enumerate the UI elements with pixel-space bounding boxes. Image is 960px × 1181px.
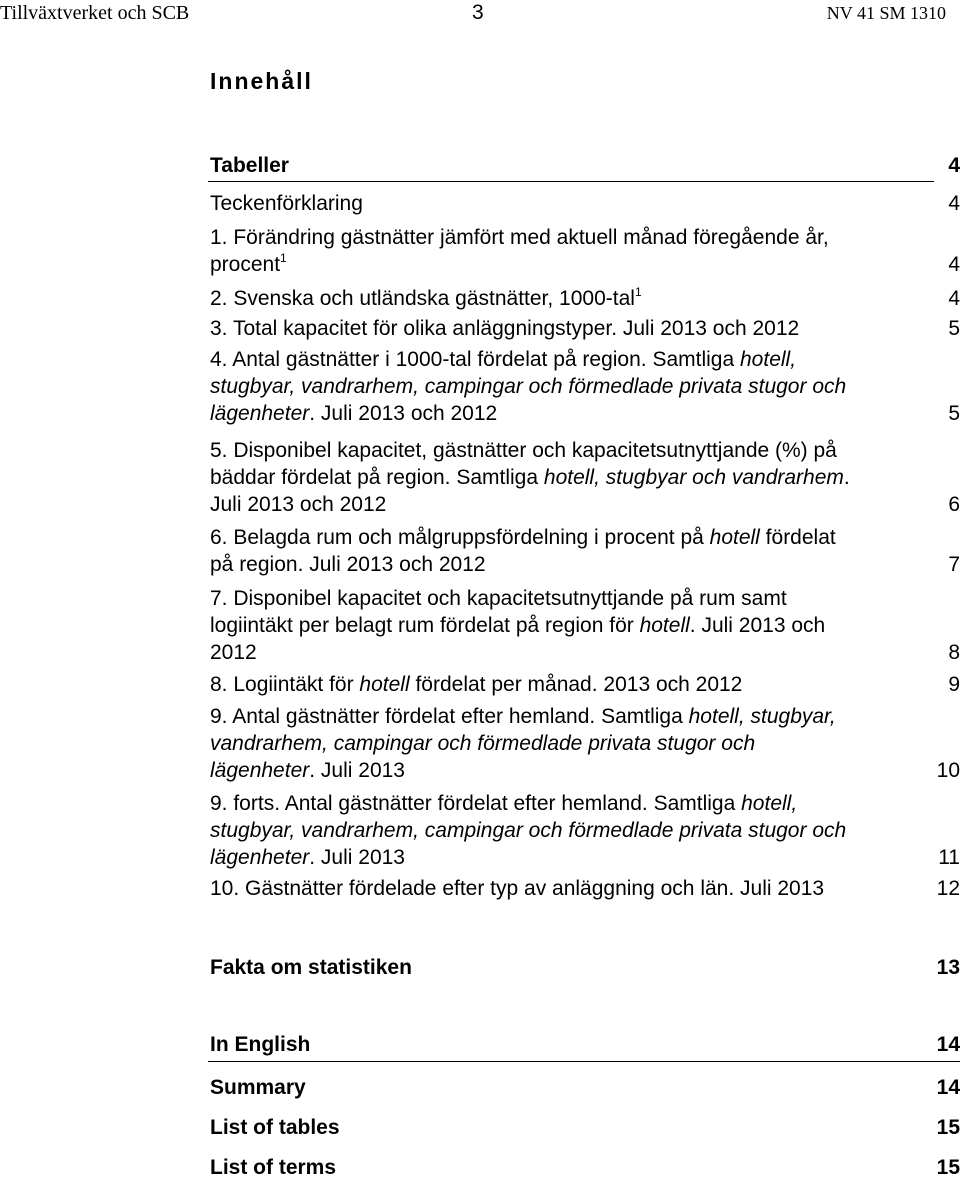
toc-page-list-of-tables: 15: [936, 1116, 960, 1139]
toc-entry-table-5[interactable]: 5. Disponibel kapacitet, gästnätter och kapacitetsutnyttjande (%) på bäddar fördelat på region. Samtliga hotell, stugbyar och vandrarhem. Juli 2013 och 2012: [210, 439, 850, 516]
toc-page: 7: [948, 553, 960, 576]
toc-page: 5: [948, 402, 960, 425]
toc-page-list-of-terms: 15: [936, 1156, 960, 1179]
toc-divider: [208, 1061, 960, 1062]
toc-page: 8: [948, 641, 960, 664]
page-title: Innehåll: [210, 68, 313, 94]
toc-page-fakta: 13: [936, 956, 960, 979]
toc-section-summary[interactable]: Summary: [210, 1076, 306, 1099]
toc-entry-table-8[interactable]: 8. Logiintäkt för hotell fördelat per månad. 2013 och 2012: [210, 673, 743, 696]
toc-page: 10: [936, 759, 960, 782]
toc-entry-table-1[interactable]: 1. Förändring gästnätter jämfört med aktuell månad föregående år, procent$^1$: [210, 226, 829, 276]
toc-entry-table-9-forts[interactable]: 9. forts. Antal gästnätter fördelat efter hemland. Samtliga hotell, stugbyar, vandrarhem, campingar och förmedlade privata stugor och lägenheter. Juli 2013: [210, 792, 847, 869]
toc-section-tabeller[interactable]: [210, 152, 910, 179]
toc-page: 6: [948, 493, 960, 516]
toc-entry-table-9[interactable]: 9. Antal gästnätter fördelat efter hemland. Samtliga hotell, stugbyar, vandrarhem, campingar och förmedlade privata stugor och lägenheter. Juli 2013: [210, 705, 836, 782]
toc-page: 4: [948, 287, 960, 310]
toc-page-tabeller: 4: [948, 154, 960, 177]
toc-section-label: Tabeller: [210, 154, 289, 177]
header-right: NV 41 SM 1310: [826, 3, 946, 23]
toc-entry-table-2[interactable]: 2. Svenska och utländska gästnätter, 1000-tal$^1$: [210, 285, 642, 310]
toc-page: 4: [948, 253, 960, 276]
toc-entry-table-10[interactable]: 10. Gästnätter fördelade efter typ av anläggning och län. Juli 2013: [210, 877, 825, 900]
toc-page: 4: [948, 192, 960, 215]
footnote-marker: 1: [280, 251, 287, 265]
header-left: Tillväxtverket och SCB: [0, 2, 190, 24]
toc-page: 9: [948, 673, 960, 696]
toc-section-list-of-tables[interactable]: List of tables: [210, 1116, 340, 1139]
page-number: 3: [472, 1, 484, 24]
footnote-marker: 1: [634, 285, 642, 299]
toc-entry-table-3[interactable]: 3. Total kapacitet för olika anläggningstyper. Juli 2013 och 2012: [210, 317, 800, 340]
toc-entry-table-6[interactable]: 6. Belagda rum och målgruppsfördelning i procent på hotell fördelat på region. Juli 2013 och 2012: [210, 526, 836, 576]
toc-page: 5: [948, 317, 960, 340]
toc-entry-table-4[interactable]: 4. Antal gästnätter i 1000-tal fördelat på region. Samtliga hotell, stugbyar, vandrarhem, campingar och förmedlade privata stugor och lägenheter. Juli 2013 och 2012: [210, 348, 847, 425]
toc-section-in-english[interactable]: In English: [210, 1033, 311, 1056]
toc-divider: [208, 181, 934, 182]
toc-section-fakta[interactable]: Fakta om statistiken: [210, 956, 412, 979]
toc-page: 12: [936, 877, 960, 900]
toc-page: 11: [938, 846, 960, 869]
toc-page-in-english: 14: [936, 1033, 960, 1056]
toc-entry-teckenforklaring[interactable]: Teckenförklaring: [210, 192, 363, 215]
toc-page-summary: 14: [936, 1076, 960, 1099]
toc-entry-table-7[interactable]: 7. Disponibel kapacitet och kapacitetsutnyttjande på rum samt logiintäkt per belagt rum fördelat på region för hotell. Juli 2013 och 2012: [210, 587, 826, 664]
toc-section-list-of-terms[interactable]: List of terms: [210, 1156, 337, 1179]
